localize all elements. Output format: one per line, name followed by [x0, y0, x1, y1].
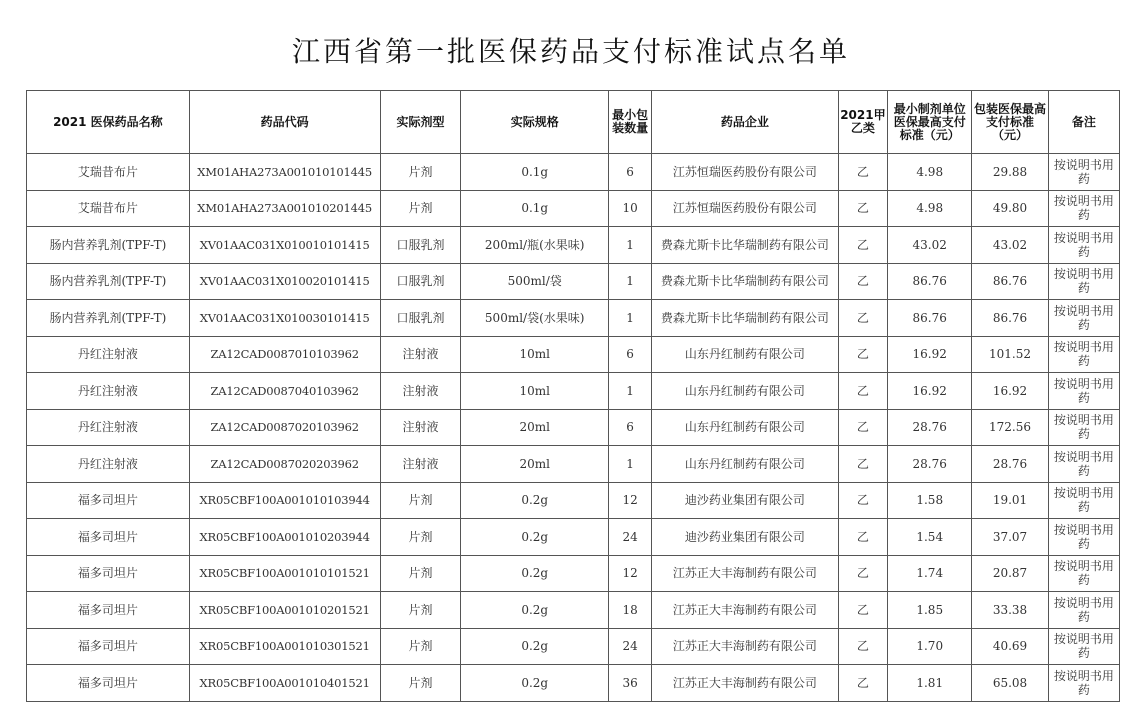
cell-category: 乙: [838, 409, 888, 446]
cell-specification: 0.2g: [461, 519, 609, 556]
cell-drug-name: 肠内营养乳剂(TPF-T): [27, 300, 190, 337]
cell-drug-code: ZA12CAD0087040103962: [189, 373, 380, 410]
cell-note: 按说明书用药: [1048, 336, 1119, 373]
header-drug-name: 2021 医保药品名称: [27, 91, 190, 154]
cell-unit-price: 1.74: [888, 555, 972, 592]
cell-pack-price: 172.56: [972, 409, 1049, 446]
cell-dosage-form: 片剂: [380, 482, 461, 519]
cell-company: 费森尤斯卡比华瑞制药有限公司: [652, 300, 838, 337]
cell-note: 按说明书用药: [1048, 409, 1119, 446]
cell-unit-price: 1.85: [888, 592, 972, 629]
header-company: 药品企业: [652, 91, 838, 154]
table-row: [27, 190, 1120, 227]
cell-pack-price: 65.08: [972, 665, 1049, 702]
cell-min-pack: 1: [609, 227, 652, 264]
cell-drug-name: 福多司坦片: [27, 665, 190, 702]
table-row: [27, 336, 1120, 373]
cell-specification: 0.1g: [461, 190, 609, 227]
cell-category: 乙: [838, 519, 888, 556]
cell-min-pack: 1: [609, 263, 652, 300]
table-body: [27, 154, 1120, 702]
cell-min-pack: 6: [609, 336, 652, 373]
cell-specification: 0.1g: [461, 154, 609, 191]
cell-company: 费森尤斯卡比华瑞制药有限公司: [652, 263, 838, 300]
cell-unit-price: 4.98: [888, 190, 972, 227]
cell-category: 乙: [838, 628, 888, 665]
cell-drug-code: XV01AAC031X010030101415: [189, 300, 380, 337]
cell-drug-code: XR05CBF100A001010103944: [189, 482, 380, 519]
header-dosage-form: 实际剂型: [380, 91, 461, 154]
cell-category: 乙: [838, 227, 888, 264]
cell-pack-price: 40.69: [972, 628, 1049, 665]
cell-min-pack: 24: [609, 519, 652, 556]
cell-category: 乙: [838, 263, 888, 300]
cell-note: 按说明书用药: [1048, 227, 1119, 264]
cell-note: 按说明书用药: [1048, 555, 1119, 592]
cell-category: 乙: [838, 665, 888, 702]
cell-specification: 0.2g: [461, 665, 609, 702]
cell-dosage-form: 口服乳剂: [380, 300, 461, 337]
cell-dosage-form: 片剂: [380, 592, 461, 629]
cell-note: 按说明书用药: [1048, 446, 1119, 483]
cell-note: 按说明书用药: [1048, 263, 1119, 300]
cell-pack-price: 43.02: [972, 227, 1049, 264]
cell-unit-price: 1.70: [888, 628, 972, 665]
cell-pack-price: 19.01: [972, 482, 1049, 519]
cell-drug-name: 福多司坦片: [27, 592, 190, 629]
cell-specification: 0.2g: [461, 482, 609, 519]
cell-min-pack: 36: [609, 665, 652, 702]
cell-dosage-form: 口服乳剂: [380, 263, 461, 300]
cell-dosage-form: 注射液: [380, 446, 461, 483]
cell-pack-price: 37.07: [972, 519, 1049, 556]
table-row: [27, 665, 1120, 702]
cell-dosage-form: 口服乳剂: [380, 227, 461, 264]
table-row: [27, 300, 1120, 337]
cell-min-pack: 1: [609, 300, 652, 337]
cell-unit-price: 1.81: [888, 665, 972, 702]
cell-specification: 20ml: [461, 409, 609, 446]
cell-drug-code: XR05CBF100A001010201521: [189, 592, 380, 629]
cell-drug-code: ZA12CAD0087020203962: [189, 446, 380, 483]
table-row: [27, 409, 1120, 446]
table-row: [27, 154, 1120, 191]
cell-dosage-form: 注射液: [380, 373, 461, 410]
cell-company: 山东丹红制药有限公司: [652, 336, 838, 373]
table-row: [27, 446, 1120, 483]
cell-note: 按说明书用药: [1048, 154, 1119, 191]
header-note: 备注: [1048, 91, 1119, 154]
cell-pack-price: 33.38: [972, 592, 1049, 629]
page-title: 江西省第一批医保药品支付标准试点名单: [291, 35, 850, 68]
cell-pack-price: 29.88: [972, 154, 1049, 191]
cell-company: 山东丹红制药有限公司: [652, 409, 838, 446]
cell-drug-name: 肠内营养乳剂(TPF-T): [27, 227, 190, 264]
cell-dosage-form: 片剂: [380, 628, 461, 665]
header-drug-code: 药品代码: [189, 91, 380, 154]
cell-drug-name: 丹红注射液: [27, 409, 190, 446]
cell-dosage-form: 注射液: [380, 409, 461, 446]
table-row: [27, 482, 1120, 519]
cell-drug-name: 福多司坦片: [27, 519, 190, 556]
cell-category: 乙: [838, 373, 888, 410]
cell-specification: 500ml/袋: [461, 263, 609, 300]
table-header-row: [27, 91, 1120, 154]
cell-min-pack: 24: [609, 628, 652, 665]
cell-company: 江苏正大丰海制药有限公司: [652, 628, 838, 665]
cell-note: 按说明书用药: [1048, 665, 1119, 702]
cell-company: 费森尤斯卡比华瑞制药有限公司: [652, 227, 838, 264]
cell-category: 乙: [838, 446, 888, 483]
cell-category: 乙: [838, 482, 888, 519]
cell-unit-price: 1.58: [888, 482, 972, 519]
cell-min-pack: 1: [609, 373, 652, 410]
cell-unit-price: 43.02: [888, 227, 972, 264]
cell-company: 江苏正大丰海制药有限公司: [652, 592, 838, 629]
cell-drug-name: 福多司坦片: [27, 628, 190, 665]
cell-min-pack: 12: [609, 482, 652, 519]
cell-dosage-form: 片剂: [380, 154, 461, 191]
cell-specification: 200ml/瓶(水果味): [461, 227, 609, 264]
table-row: [27, 555, 1120, 592]
cell-unit-price: 86.76: [888, 300, 972, 337]
cell-company: 山东丹红制药有限公司: [652, 373, 838, 410]
cell-drug-code: ZA12CAD0087020103962: [189, 409, 380, 446]
cell-specification: 0.2g: [461, 592, 609, 629]
cell-note: 按说明书用药: [1048, 628, 1119, 665]
cell-specification: 20ml: [461, 446, 609, 483]
cell-pack-price: 20.87: [972, 555, 1049, 592]
cell-specification: 0.2g: [461, 628, 609, 665]
cell-unit-price: 86.76: [888, 263, 972, 300]
header-min-pack: 最小包装数量: [609, 91, 652, 154]
cell-drug-code: XR05CBF100A001010101521: [189, 555, 380, 592]
cell-pack-price: 86.76: [972, 263, 1049, 300]
cell-drug-code: XM01AHA273A001010101445: [189, 154, 380, 191]
cell-min-pack: 10: [609, 190, 652, 227]
table-row: [27, 263, 1120, 300]
cell-min-pack: 6: [609, 409, 652, 446]
table-row: [27, 519, 1120, 556]
cell-specification: 500ml/袋(水果味): [461, 300, 609, 337]
table-row: [27, 628, 1120, 665]
cell-drug-name: 丹红注射液: [27, 373, 190, 410]
cell-pack-price: 101.52: [972, 336, 1049, 373]
header-specification: 实际规格: [461, 91, 609, 154]
cell-drug-name: 艾瑞昔布片: [27, 154, 190, 191]
cell-note: 按说明书用药: [1048, 592, 1119, 629]
cell-drug-code: XR05CBF100A001010301521: [189, 628, 380, 665]
header-unit-price: 最小制剂单位医保最高支付标准（元）: [888, 91, 972, 154]
cell-dosage-form: 片剂: [380, 190, 461, 227]
cell-drug-code: XM01AHA273A001010201445: [189, 190, 380, 227]
cell-drug-name: 艾瑞昔布片: [27, 190, 190, 227]
cell-company: 江苏正大丰海制药有限公司: [652, 665, 838, 702]
cell-company: 山东丹红制药有限公司: [652, 446, 838, 483]
cell-note: 按说明书用药: [1048, 373, 1119, 410]
cell-unit-price: 28.76: [888, 409, 972, 446]
cell-company: 江苏恒瑞医药股份有限公司: [652, 154, 838, 191]
cell-drug-code: ZA12CAD0087010103962: [189, 336, 380, 373]
cell-unit-price: 16.92: [888, 336, 972, 373]
cell-note: 按说明书用药: [1048, 482, 1119, 519]
header-pack-price: 包装医保最高支付标准（元）: [972, 91, 1049, 154]
cell-drug-name: 福多司坦片: [27, 555, 190, 592]
cell-category: 乙: [838, 555, 888, 592]
cell-drug-code: XR05CBF100A001010203944: [189, 519, 380, 556]
cell-category: 乙: [838, 336, 888, 373]
cell-note: 按说明书用药: [1048, 190, 1119, 227]
cell-company: 迪沙药业集团有限公司: [652, 519, 838, 556]
cell-drug-code: XV01AAC031X010010101415: [189, 227, 380, 264]
table-row: [27, 373, 1120, 410]
cell-category: 乙: [838, 300, 888, 337]
drug-table: [26, 90, 1120, 702]
cell-drug-name: 丹红注射液: [27, 336, 190, 373]
header-category: 2021甲乙类: [838, 91, 888, 154]
cell-company: 江苏恒瑞医药股份有限公司: [652, 190, 838, 227]
cell-unit-price: 28.76: [888, 446, 972, 483]
cell-specification: 0.2g: [461, 555, 609, 592]
cell-min-pack: 6: [609, 154, 652, 191]
cell-drug-code: XV01AAC031X010020101415: [189, 263, 380, 300]
cell-unit-price: 1.54: [888, 519, 972, 556]
cell-min-pack: 12: [609, 555, 652, 592]
cell-drug-name: 丹红注射液: [27, 446, 190, 483]
cell-pack-price: 28.76: [972, 446, 1049, 483]
cell-category: 乙: [838, 190, 888, 227]
cell-unit-price: 16.92: [888, 373, 972, 410]
cell-dosage-form: 片剂: [380, 555, 461, 592]
cell-drug-name: 肠内营养乳剂(TPF-T): [27, 263, 190, 300]
cell-drug-code: XR05CBF100A001010401521: [189, 665, 380, 702]
cell-company: 迪沙药业集团有限公司: [652, 482, 838, 519]
cell-min-pack: 1: [609, 446, 652, 483]
cell-pack-price: 86.76: [972, 300, 1049, 337]
cell-note: 按说明书用药: [1048, 300, 1119, 337]
cell-category: 乙: [838, 592, 888, 629]
cell-company: 江苏正大丰海制药有限公司: [652, 555, 838, 592]
cell-dosage-form: 片剂: [380, 665, 461, 702]
cell-specification: 10ml: [461, 373, 609, 410]
cell-drug-name: 福多司坦片: [27, 482, 190, 519]
cell-pack-price: 49.80: [972, 190, 1049, 227]
cell-pack-price: 16.92: [972, 373, 1049, 410]
cell-specification: 10ml: [461, 336, 609, 373]
cell-dosage-form: 注射液: [380, 336, 461, 373]
table-row: [27, 227, 1120, 264]
cell-note: 按说明书用药: [1048, 519, 1119, 556]
cell-min-pack: 18: [609, 592, 652, 629]
cell-unit-price: 4.98: [888, 154, 972, 191]
cell-dosage-form: 片剂: [380, 519, 461, 556]
table-row: [27, 592, 1120, 629]
cell-category: 乙: [838, 154, 888, 191]
